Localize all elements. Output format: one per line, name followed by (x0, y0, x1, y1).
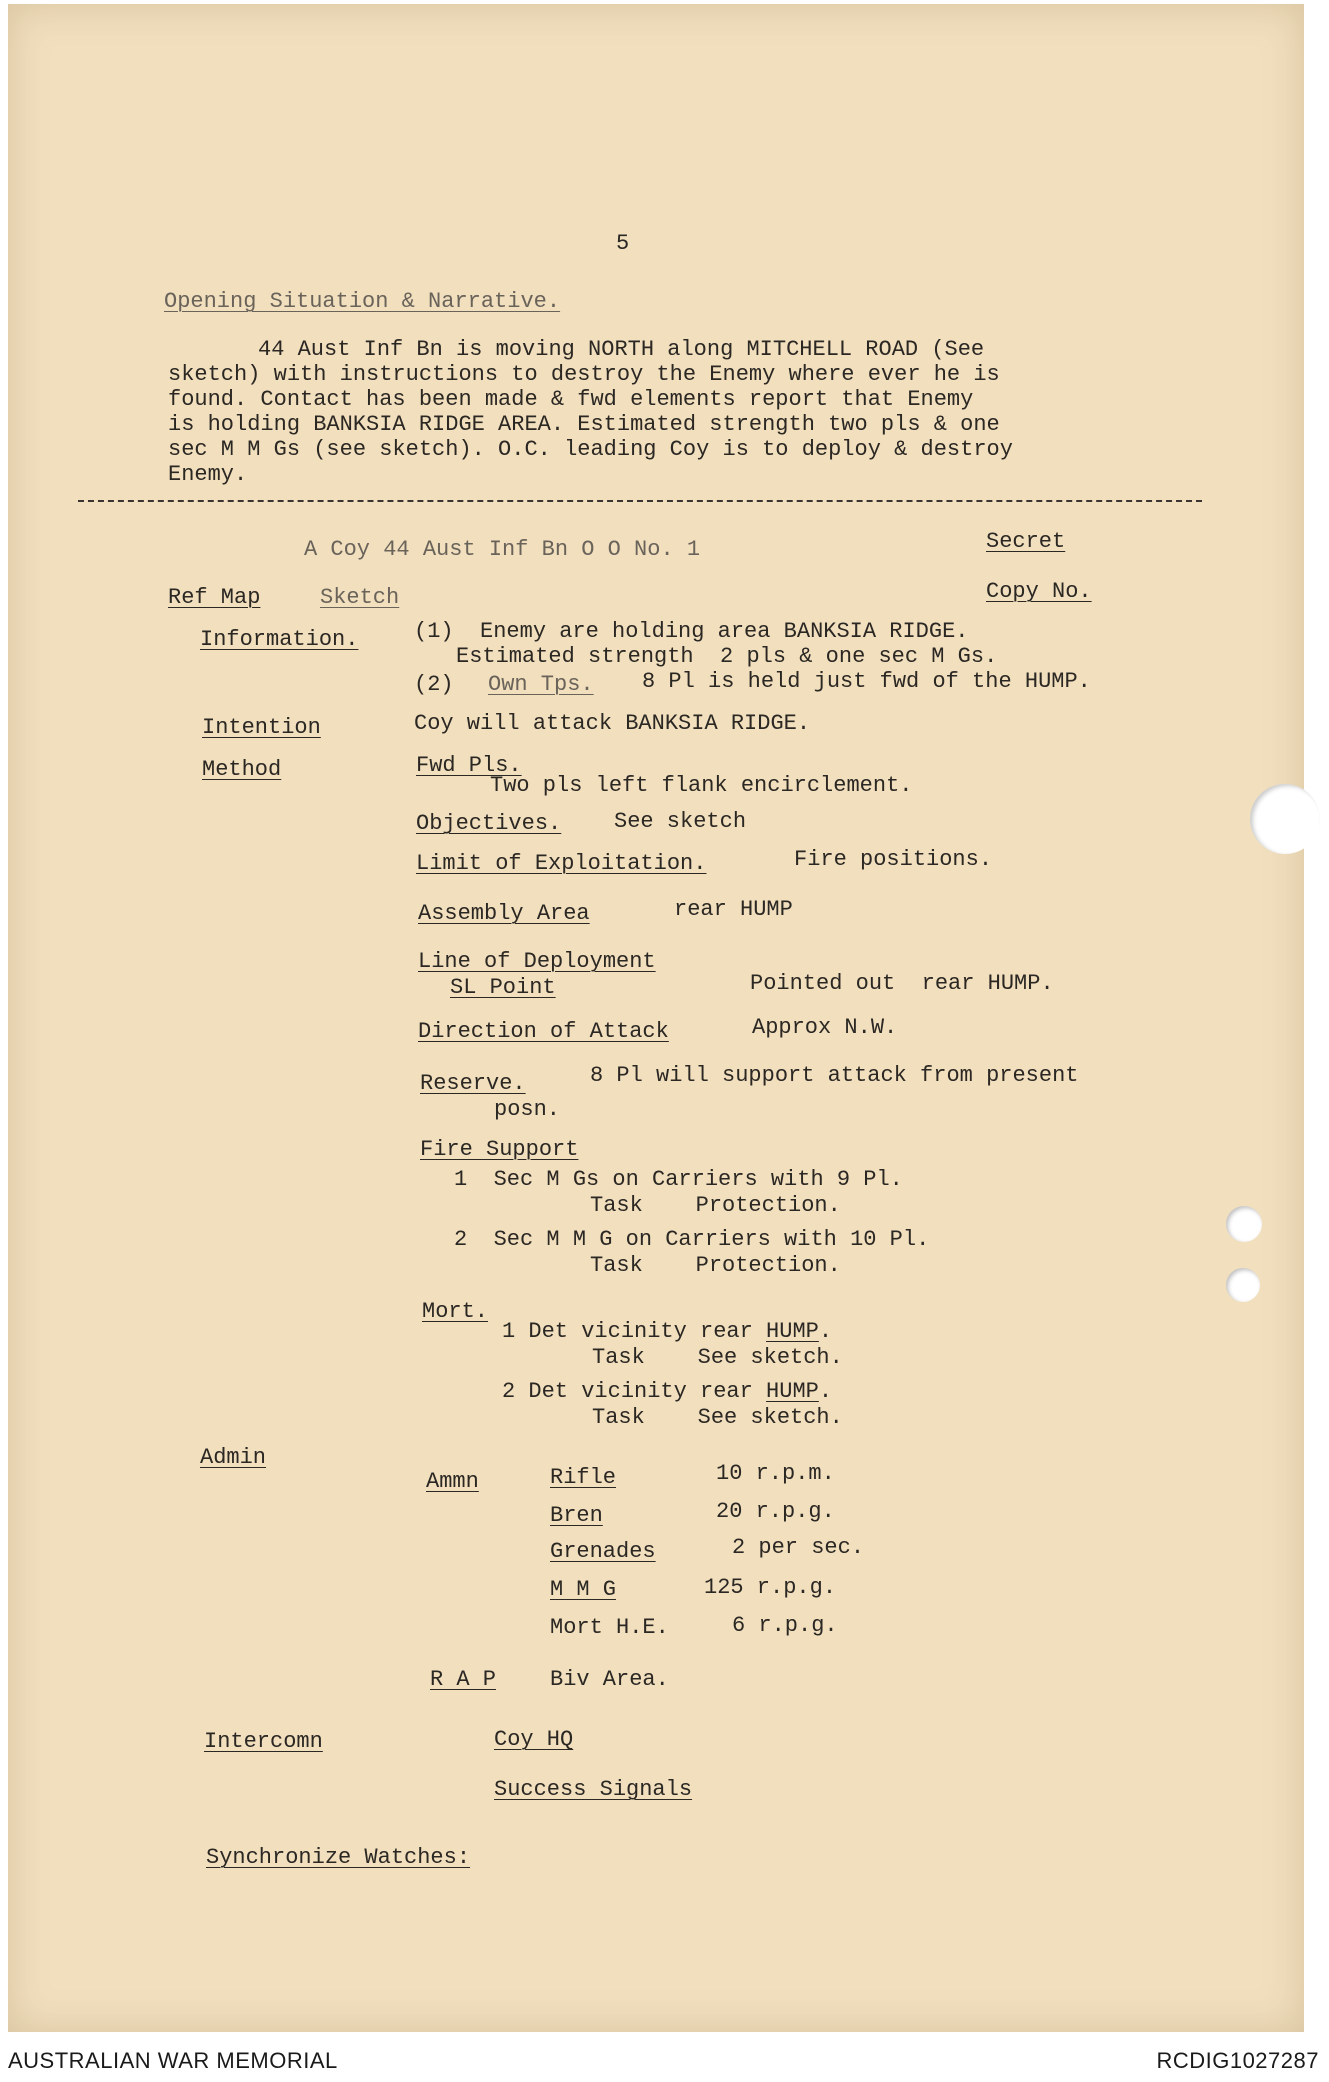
fwd-pls-text: Two pls left flank encirclement. (490, 773, 913, 798)
information-line-3: 8 Pl is held just fwd of the HUMP. (642, 669, 1091, 694)
fire-support-label: Fire Support (420, 1137, 579, 1162)
footer-source: AUSTRALIAN WAR MEMORIAL (8, 2048, 338, 2073)
ref-map-value: Sketch (320, 585, 400, 610)
fire-support-1: 1 Sec M Gs on Carriers with 9 Pl. (454, 1167, 903, 1192)
copy-no-label: Copy No. (986, 579, 1092, 604)
objectives-text: See sketch (614, 809, 747, 834)
narrative-line-5: sec M M Gs (see sketch). O.C. leading Coy is to deploy & destroy (168, 437, 1013, 462)
ammn-label: Ammn (426, 1469, 479, 1494)
reserve-text-2: posn. (494, 1097, 561, 1122)
fire-support-2: 2 Sec M M G on Carriers with 10 Pl. (454, 1227, 930, 1252)
narrative-line-4: is holding BANKSIA RIDGE AREA. Estimated strength two pls & one (168, 412, 1000, 437)
objectives-label: Objectives. (416, 811, 562, 836)
fire-support-1-task: Task Protection. (590, 1193, 841, 1218)
ammn-item-mmg: M M G (550, 1577, 617, 1602)
assembly-text: rear HUMP (674, 897, 793, 922)
intercomn-label: Intercomn (204, 1729, 323, 1754)
mort-1-dot: . (818, 1319, 833, 1344)
direction-label: Direction of Attack (418, 1019, 669, 1044)
order-title: A Coy 44 Aust Inf Bn O O No. 1 (304, 537, 701, 562)
mort-label: Mort. (422, 1299, 489, 1324)
mort-2-text: 2 Det vicinity rear (502, 1379, 767, 1404)
punch-hole-upper (1226, 1206, 1262, 1242)
ammn-qty-bren: 20 r.p.g. (716, 1499, 835, 1524)
mort-1 (502, 1320, 832, 1344)
ammn-item-mort-he: Mort H.E. (550, 1615, 669, 1640)
intention-text: Coy will attack BANKSIA RIDGE. (414, 711, 811, 736)
binder-notch (1250, 784, 1320, 854)
page-number: 5 (616, 231, 630, 256)
direction-text: Approx N.W. (752, 1015, 898, 1040)
sl-point-label: SL Point (450, 975, 556, 1000)
opening-heading: Opening Situation & Narrative. (164, 289, 561, 314)
ammn-item-bren: Bren (550, 1503, 603, 1528)
ammn-qty-mort-he: 6 r.p.g. (732, 1613, 838, 1638)
limit-text: Fire positions. (794, 847, 993, 872)
admin-label: Admin (200, 1445, 267, 1470)
synchronize-watches: Synchronize Watches: (206, 1845, 471, 1870)
narrative-line-2: sketch) with instructions to destroy the Enemy where ever he is (168, 362, 1000, 387)
deployment-label: Line of Deployment (418, 949, 656, 974)
limit-label: Limit of Exploitation. (416, 851, 707, 876)
punch-hole-lower (1226, 1268, 1260, 1302)
fwd-pls-label: Fwd Pls. (416, 753, 522, 778)
reserve-label: Reserve. (420, 1071, 526, 1096)
narrative-line-3: found. Contact has been made & fwd elements report that Enemy (168, 387, 974, 412)
secret-label: Secret (986, 529, 1066, 554)
ammn-item-grenades: Grenades (550, 1539, 656, 1564)
mort-2-hump: HUMP (766, 1379, 819, 1404)
coy-hq-label: Coy HQ (494, 1727, 574, 1752)
deployment-text: Pointed out rear HUMP. (750, 971, 1054, 996)
reserve-text-1: 8 Pl will support attack from present (590, 1063, 1079, 1088)
assembly-label: Assembly Area (418, 901, 590, 926)
fire-support-2-task: Task Protection. (590, 1253, 841, 1278)
mort-1-task: Task See sketch. (592, 1345, 843, 1370)
information-label: Information. (200, 627, 359, 652)
own-tps-label: Own Tps. (488, 672, 594, 697)
ammn-qty-grenades: 2 per sec. (732, 1535, 865, 1560)
ammn-qty-mmg: 125 r.p.g. (704, 1575, 837, 1600)
mort-1-hump: HUMP (766, 1319, 819, 1344)
mort-1-text: 1 Det vicinity rear (502, 1319, 767, 1344)
intention-label: Intention (202, 715, 321, 740)
ammn-item-rifle: Rifle (550, 1465, 617, 1490)
information-line-2: Estimated strength 2 pls & one sec M Gs. (456, 644, 998, 669)
mort-2-task: Task See sketch. (592, 1405, 843, 1430)
information-line-3-num: (2) (414, 672, 454, 697)
success-signals-label: Success Signals (494, 1777, 693, 1802)
footer-id: RCDIG1027287 (1156, 2048, 1319, 2073)
method-label: Method (202, 757, 282, 782)
rap-label: R A P (430, 1667, 497, 1692)
narrative-line-6: Enemy. (168, 462, 248, 487)
mort-2-dot: . (818, 1379, 833, 1404)
information-line-1: (1) Enemy are holding area BANKSIA RIDGE. (414, 619, 969, 644)
ref-map-label: Ref Map (168, 585, 261, 610)
mort-2 (502, 1380, 832, 1404)
ammn-qty-rifle: 10 r.p.m. (716, 1461, 835, 1486)
rap-text: Biv Area. (550, 1667, 669, 1692)
narrative-line-1: 44 Aust Inf Bn is moving NORTH along MITCHELL ROAD (See (258, 337, 985, 362)
section-divider (78, 500, 1202, 502)
